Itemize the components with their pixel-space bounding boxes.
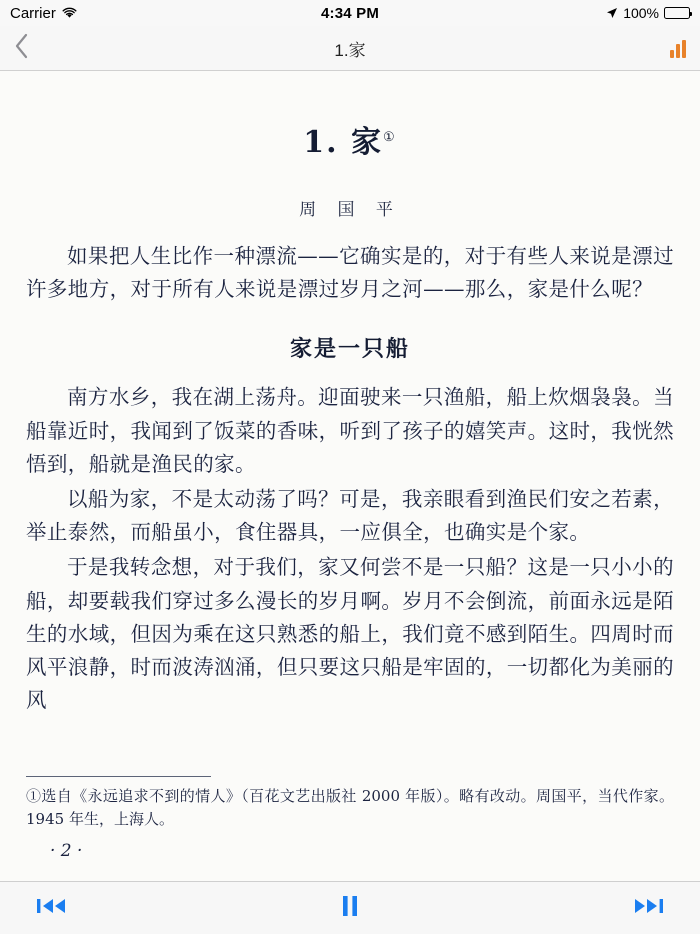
article-title [26, 117, 674, 161]
status-bar [0, 0, 700, 26]
next-button[interactable] [626, 891, 672, 925]
pause-button[interactable] [327, 891, 373, 925]
footnote-text: ①选自《永远追求不到的情人》（百花文艺出版社 2000 年版）。略有改动。周国平，当代作家。1945 年生，上海人。 [26, 786, 674, 828]
bar-chart-icon[interactable] [670, 38, 686, 58]
footnote-divider [26, 776, 211, 777]
wifi-icon [62, 7, 77, 19]
status-bar-clock: 4:34 PM [320, 4, 380, 22]
skip-back-icon [36, 895, 66, 922]
skip-forward-icon [634, 895, 664, 922]
battery-percent-label: 100% [623, 5, 659, 21]
article-subheading: 家是一只船 [289, 336, 410, 363]
back-button[interactable] [14, 33, 40, 63]
navigation-bar [0, 26, 700, 71]
paragraph-3: 以船为家，不是太动荡了吗？可是，我亲眼看到渔民们安之若素，举止泰然，而船虽小，食住器具，一应俱全，也确实是个家。 [26, 487, 674, 545]
page-title: 1.家 [334, 40, 366, 60]
page-number: · 2 · [50, 841, 83, 861]
battery-full-icon [664, 7, 690, 19]
bar-chart-bar-3 [682, 40, 686, 58]
previous-button[interactable] [28, 891, 74, 925]
paragraph-1: 如果把人生比作一种漂流——它确实是的，对于有些人来说是漂过许多地方，对于所有人来说是漂过岁月之河——那么，家是什么呢？ [26, 244, 674, 302]
location-arrow-icon [606, 7, 618, 19]
page-content [26, 71, 674, 717]
paragraph-2: 南方水乡，我在湖上荡舟。迎面驶来一只渔船，船上炊烟袅袅。当船靠近时，我闻到了饭菜的香味，听到了孩子的嬉笑声。这时，我恍然悟到，船就是渔民的家。 [26, 385, 674, 476]
status-bar-right [606, 5, 690, 21]
footnote-area [26, 776, 674, 862]
status-bar-left [10, 5, 77, 22]
bar-chart-bar-1 [670, 50, 674, 58]
article-title-footnote-marker: ① [383, 130, 397, 145]
pause-icon [339, 894, 361, 923]
reader-page[interactable] [0, 71, 700, 881]
article-author: 周 国 平 [299, 200, 401, 220]
article-title-text: 1. 家 [303, 125, 384, 160]
chevron-left-icon [14, 33, 30, 64]
player-toolbar [0, 881, 700, 934]
paragraph-4: 于是我转念想，对于我们，家又何尝不是一只船？这是一只小小的船，却要载我们穿过多么漫长的岁月啊。岁月不会倒流，前面永远是陌生的水域，但因为乘在这只熟悉的船上，我们竟不感到陌生。四周时而风平浪静，时而波涛汹涌，但只要这只船是牢固的，一切都化为美丽的风 [26, 555, 674, 713]
bar-chart-bar-2 [676, 44, 680, 58]
carrier-label: Carrier [10, 4, 56, 22]
